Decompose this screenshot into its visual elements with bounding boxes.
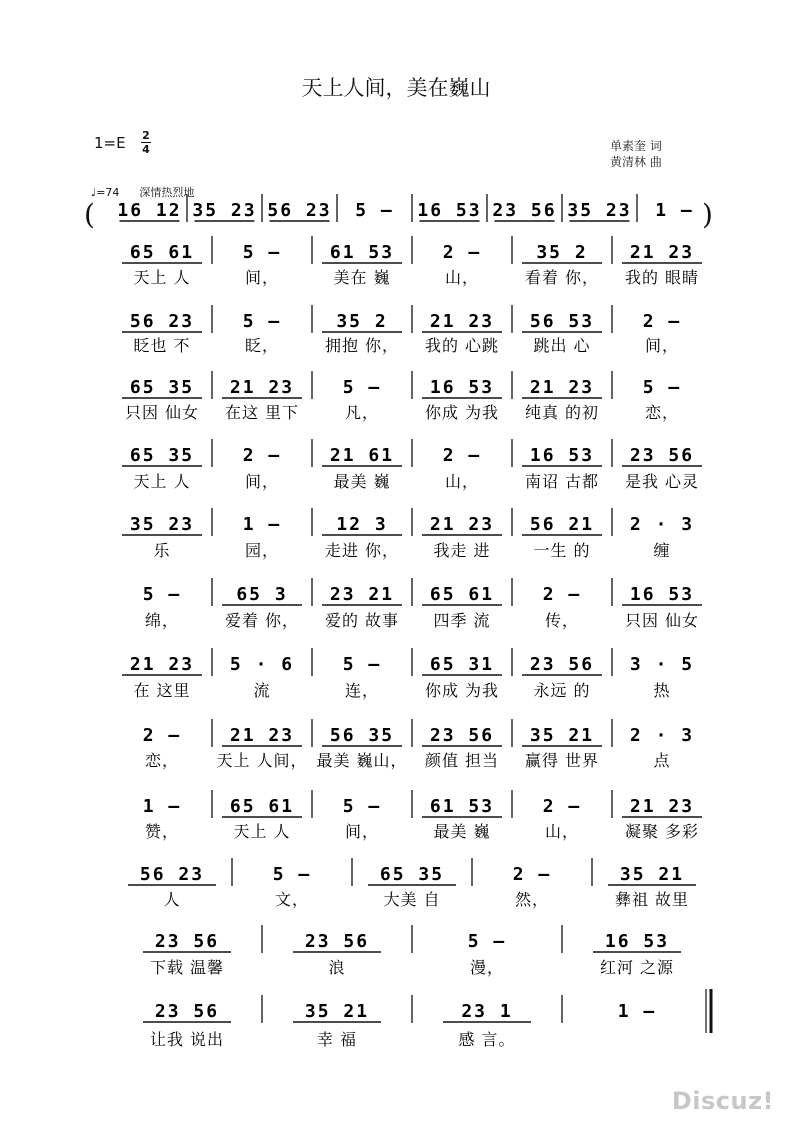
measure-lyrics: 连， (344, 681, 380, 700)
measure-notes: 5 – (342, 377, 382, 398)
measure-notes: 23 56 (154, 931, 220, 952)
measure-notes: 2 – (642, 311, 682, 332)
measure-notes: 56 35 (329, 725, 395, 746)
measure-notes: 16 53 (629, 584, 695, 605)
measure-notes: 5 – (355, 200, 394, 221)
measure-lyrics: 颜值 担当 (424, 751, 500, 770)
time-signature-bottom: 4 (142, 143, 150, 156)
measure-notes: 56 23 (139, 864, 205, 885)
measure-lyrics: 天上 人 (133, 472, 191, 491)
measure-lyrics: 点 (653, 751, 671, 770)
measure-notes: 65 61 (429, 584, 495, 605)
measure-notes: 35 21 (619, 864, 685, 885)
measure-notes: 2 – (542, 796, 582, 817)
measure-notes: 21 23 (529, 377, 595, 398)
measure-notes: 3 · 5 (629, 654, 695, 675)
measure-lyrics: 绵， (144, 611, 180, 630)
measure-lyrics: 最美 巍 (433, 822, 491, 841)
measure-notes: 21 23 (229, 377, 295, 398)
measure-notes: 65 35 (129, 445, 195, 466)
measure-notes: 65 61 (229, 796, 295, 817)
measure-lyrics: 我走 进 (433, 541, 491, 560)
measure-notes: 35 23 (567, 200, 632, 221)
measure-lyrics: 爱的 故事 (324, 611, 400, 630)
song-title: 天上人间，美在巍山 (301, 76, 491, 100)
measure-lyrics: 下载 温馨 (149, 958, 225, 977)
measure-lyrics: 间， (344, 822, 380, 841)
measure-lyrics: 文， (274, 890, 310, 909)
measure-notes: 65 35 (129, 377, 195, 398)
measure-notes: 5 – (272, 864, 312, 885)
measure-lyrics: 让我 说出 (149, 1030, 225, 1049)
measure-lyrics: 天上 人 (233, 822, 291, 841)
measure-lyrics: 园， (244, 541, 280, 560)
measure-lyrics: 天上 人 (133, 268, 191, 287)
measure-notes: 5 – (467, 931, 507, 952)
measure-notes: 1 – (242, 514, 282, 535)
measure-notes: 1 – (655, 200, 694, 221)
measure-notes: 56 53 (529, 311, 595, 332)
measure-lyrics: 幸 福 (316, 1030, 358, 1049)
key-signature: 1=E (94, 134, 126, 152)
measure-notes: 5 – (342, 796, 382, 817)
measure-notes: 61 53 (329, 242, 395, 263)
measure-lyrics: 在 这里 (133, 681, 191, 700)
measure-notes: 5 · 6 (229, 654, 295, 675)
measure-notes: 16 53 (429, 377, 495, 398)
watermark-logo: Discuz! (671, 1087, 774, 1115)
measure-lyrics: 流 (253, 681, 271, 700)
measure-lyrics: 间， (644, 336, 680, 355)
measure-lyrics: 最美 巍山， (316, 751, 408, 770)
measure-notes: 35 21 (304, 1001, 370, 1022)
measure-notes: 16 53 (417, 200, 482, 221)
measure-notes: 65 31 (429, 654, 495, 675)
measure-lyrics: 凡， (344, 403, 380, 422)
intro-paren-open: ( (84, 198, 95, 231)
measure-lyrics: 赢得 世界 (524, 751, 600, 770)
measure-lyrics: 只因 仙女 (124, 403, 200, 422)
measure-notes: 2 – (542, 584, 582, 605)
measure-lyrics: 赞， (144, 822, 180, 841)
measure-notes: 21 23 (429, 311, 495, 332)
measure-notes: 21 23 (129, 654, 195, 675)
measure-lyrics: 缠 (653, 541, 671, 560)
measure-notes: 2 – (242, 445, 282, 466)
measure-lyrics: 眨也 不 (133, 336, 191, 355)
measure-notes: 5 – (142, 584, 182, 605)
measure-lyrics: 眨， (244, 336, 280, 355)
time-signature-top: 2 (142, 129, 150, 142)
measure-notes: 56 23 (129, 311, 195, 332)
measure-notes: 23 21 (329, 584, 395, 605)
measure-notes: 23 56 (629, 445, 695, 466)
measure-lyrics: 纯真 的初 (524, 403, 600, 422)
measure-lyrics: 你成 为我 (424, 681, 500, 700)
measure-lyrics: 山， (444, 268, 480, 287)
measure-notes: 5 – (342, 654, 382, 675)
measure-lyrics: 拥抱 你， (324, 336, 400, 355)
measure-lyrics: 间， (244, 268, 280, 287)
measure-notes: 16 12 (117, 200, 182, 221)
measure-lyrics: 传， (544, 611, 580, 630)
measure-notes: 23 1 (461, 1001, 513, 1022)
measure-lyrics: 彝祖 故里 (614, 890, 690, 909)
measure-notes: 12 3 (336, 514, 388, 535)
measure-notes: 65 61 (129, 242, 195, 263)
measure-lyrics: 恋， (644, 403, 680, 422)
measure-lyrics: 热 (653, 681, 671, 700)
measure-lyrics: 看着 你， (524, 268, 600, 287)
measure-notes: 56 23 (267, 200, 332, 221)
measure-lyrics: 南诏 古都 (524, 472, 600, 491)
measure-lyrics: 凝聚 多彩 (624, 822, 700, 841)
measure-lyrics: 四季 流 (433, 611, 491, 630)
measure-notes: 35 21 (529, 725, 595, 746)
measure-lyrics: 我的 眼睛 (624, 268, 700, 287)
measure-lyrics: 在这 里下 (224, 403, 300, 422)
measure-notes: 1 – (142, 796, 182, 817)
measure-notes: 23 56 (304, 931, 370, 952)
measure-notes: 21 23 (229, 725, 295, 746)
measure-lyrics: 美在 巍 (333, 268, 391, 287)
measure-lyrics: 你成 为我 (424, 403, 500, 422)
measure-notes: 23 56 (529, 654, 595, 675)
measure-notes: 23 56 (492, 200, 557, 221)
measure-notes: 35 2 (536, 242, 588, 263)
lyricist: 单素奎 词 (610, 139, 662, 153)
measure-notes: 5 – (642, 377, 682, 398)
measure-notes: 2 – (442, 445, 482, 466)
measure-notes: 5 – (242, 311, 282, 332)
measure-lyrics: 漫， (469, 958, 505, 977)
measure-notes: 2 · 3 (629, 725, 695, 746)
measure-lyrics: 乐 (153, 541, 171, 560)
measure-lyrics: 浪 (328, 958, 346, 977)
measure-notes: 21 61 (329, 445, 395, 466)
measure-notes: 2 – (442, 242, 482, 263)
measure-lyrics: 是我 心灵 (624, 472, 700, 491)
tempo-value: ♩=74 (91, 186, 120, 199)
measure-lyrics: 跳出 心 (533, 336, 591, 355)
measure-lyrics: 人 (163, 890, 181, 909)
measure-lyrics: 大美 自 (383, 890, 441, 909)
measure-lyrics: 感 言。 (458, 1030, 516, 1049)
measure-notes: 16 53 (604, 931, 670, 952)
measure-notes: 65 35 (379, 864, 445, 885)
measure-lyrics: 山， (444, 472, 480, 491)
measure-notes: 56 21 (529, 514, 595, 535)
measure-notes: 23 56 (154, 1001, 220, 1022)
measure-lyrics: 我的 心跳 (424, 336, 500, 355)
measure-lyrics: 山， (544, 822, 580, 841)
measure-notes: 2 – (512, 864, 552, 885)
measure-lyrics: 最美 巍 (333, 472, 391, 491)
measure-lyrics: 天上 人间， (216, 751, 308, 770)
measure-lyrics: 走进 你， (324, 541, 400, 560)
measure-lyrics: 永远 的 (533, 681, 591, 700)
measure-notes: 5 – (242, 242, 282, 263)
measure-lyrics: 然， (514, 890, 550, 909)
measure-notes: 23 56 (429, 725, 495, 746)
measure-notes: 2 · 3 (629, 514, 695, 535)
measure-notes: 35 23 (129, 514, 195, 535)
measure-lyrics: 间， (244, 472, 280, 491)
measure-notes: 35 23 (192, 200, 257, 221)
measure-lyrics: 爱着 你， (224, 611, 300, 630)
measure-notes: 16 53 (529, 445, 595, 466)
measure-notes: 2 – (142, 725, 182, 746)
measure-notes: 21 23 (629, 242, 695, 263)
measure-lyrics: 只因 仙女 (624, 611, 700, 630)
measure-notes: 65 3 (236, 584, 288, 605)
measure-notes: 21 23 (629, 796, 695, 817)
measure-notes: 35 2 (336, 311, 388, 332)
measure-lyrics: 一生 的 (533, 541, 591, 560)
composer: 黄清林 曲 (610, 155, 662, 169)
intro-paren-close: ) (702, 198, 713, 231)
measure-notes: 21 23 (429, 514, 495, 535)
measure-notes: 1 – (617, 1001, 657, 1022)
expression-marking: 深情热烈地 (139, 186, 195, 199)
measure-lyrics: 恋， (144, 751, 180, 770)
measure-notes: 61 53 (429, 796, 495, 817)
measure-lyrics: 红河 之源 (599, 958, 675, 977)
